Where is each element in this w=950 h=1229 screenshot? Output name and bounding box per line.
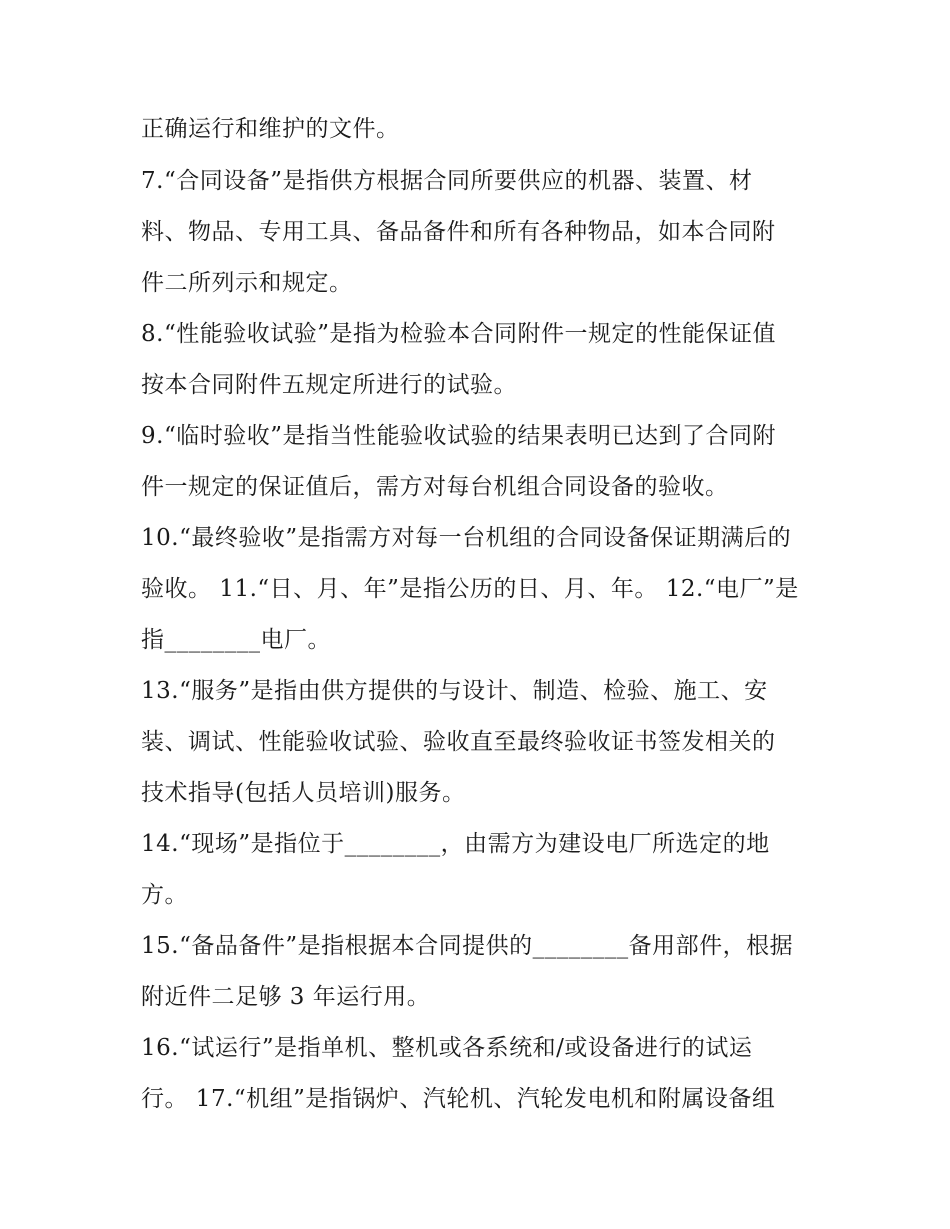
text-line: 13.“服务”是指由供方提供的与设计、制造、检验、施工、安: [141, 678, 768, 704]
text-line: 指________电厂。: [141, 627, 331, 653]
text-line: 7.“合同设备”是指供方根据合同所要供应的机器、装置、材: [141, 168, 753, 194]
text-line: 方。: [141, 882, 188, 908]
text-line: 料、物品、专用工具、备品备件和所有各种物品，如本合同附: [141, 219, 776, 245]
text-line: 16.“试运行”是指单机、整机或各系统和/或设备进行的试运: [141, 1035, 753, 1061]
text-line: 件二所列示和规定。: [141, 270, 353, 296]
text-line: 行。 17.“机组”是指锅炉、汽轮机、汽轮发电机和附属设备组: [141, 1086, 776, 1112]
text-line: 验收。 11.“日、月、年”是指公历的日、月、年。 12.“电厂”是: [141, 576, 799, 602]
text-line: 技术指导(包括人员培训)服务。: [141, 780, 466, 806]
text-line: 14.“现场”是指位于________，由需方为建设电厂所选定的地: [141, 831, 770, 857]
text-line: 10.“最终验收”是指需方对每一台机组的合同设备保证期满后的: [141, 525, 792, 551]
text-line: 件一规定的保证值后，需方对每台机组合同设备的验收。: [141, 474, 729, 500]
text-line: 附近件二足够 3 年运行用。: [141, 984, 431, 1010]
text-line: 15.“备品备件”是指根据本合同提供的________备用部件，根据: [141, 933, 794, 959]
text-line: 9.“临时验收”是指当性能验收试验的结果表明已达到了合同附: [141, 423, 776, 449]
text-line: 装、调试、性能验收试验、验收直至最终验收证书签发相关的: [141, 729, 776, 755]
text-line: 正确运行和维护的文件。: [141, 116, 400, 142]
text-line: 8.“性能验收试验”是指为检验本合同附件一规定的性能保证值: [141, 321, 776, 347]
text-line: 按本合同附件五规定所进行的试验。: [141, 372, 517, 398]
